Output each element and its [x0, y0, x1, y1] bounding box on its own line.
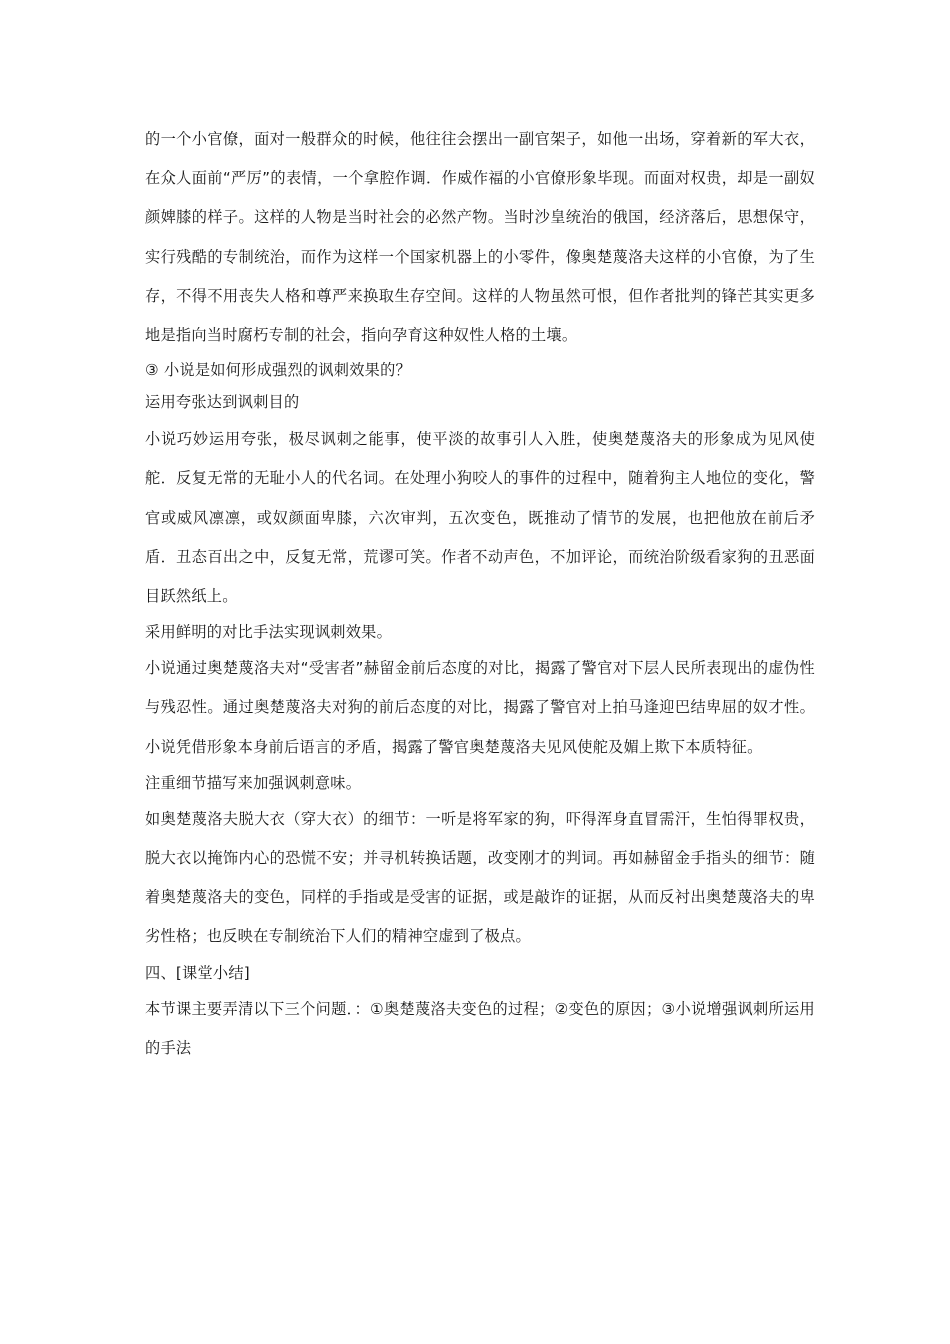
- subheading-details: 注重细节描写来加强讽刺意味。: [145, 773, 362, 792]
- subheading-exaggeration: 运用夸张达到讽刺目的: [145, 393, 300, 412]
- question-heading: ③ 小说是如何形成强烈的讽刺效果的？: [145, 361, 411, 380]
- paragraph-character-analysis: 的一个小官僚，面对一般群众的时候，他往往会摆出一副官架子，如他一出场，穿着新的军大衣，在众人面前“严厉”的表情，一个拿腔作调．作威作福的小官僚形象毕现。而面对权贵，却是一副奴颜婢膝的样子。这样的人物是当时社会的必然产物。当时沙皇统治的俄国，经济落后，思想保守，实行残酷的专制统治，而作为这样一个国家机器上的小零件，像奥楚蔑洛夫这样的小官僚，为了生存，不得不用丧失人格和尊严来换取生存空间。这样的人物虽然可恨，但作者批判的锋芒其实更多地是指向当时腐朽专制的社会，指向孕育这种奴性人格的土壤。: [145, 130, 815, 345]
- paragraph-exaggeration: 小说巧妙运用夸张，极尽讽刺之能事，使平淡的故事引人入胜，使奥楚蔑洛夫的形象成为见风使舵．反复无常的无耻小人的代名词。在处理小狗咬人的事件的过程中，随着狗主人地位的变化，警官或威风凛凛，或奴颜面卑膝，六次审判，五次变色，既推动了情节的发展，也把他放在前后矛盾．丑态百出之中，反复无常，荒谬可笑。作者不动声色，不加评论，而统治阶级看家狗的丑恶面目跃然纸上。: [145, 430, 815, 606]
- document-body: [145, 120, 815, 1068]
- section-heading-summary: 四、[课堂小结]: [145, 963, 250, 982]
- subheading-contrast: 采用鲜明的对比手法实现讽刺效果。: [145, 623, 392, 642]
- paragraph-details: 如奥楚蔑洛夫脱大衣（穿大衣）的细节：一听是将军家的狗，吓得浑身直冒需汗，生怕得罪权贵，脱大衣以掩饰内心的恐慌不安；并寻机转换话题，改变刚才的判词。再如赫留金手指头的细节：随着奥楚蔑洛夫的变色，同样的手指或是受害的证据，或是敲诈的证据，从而反衬出奥楚蔑洛夫的卑劣性格；也反映在专制统治下人们的精神空虚到了极点。: [145, 809, 815, 946]
- paragraph-contrast: 小说通过奥楚蔑洛夫对“受害者”赫留金前后态度的对比，揭露了警官对下层人民所表现出的虚伪性与残忍性。通过奥楚蔑洛夫对狗的前后态度的对比，揭露了警官对上拍马逢迎巴结卑屈的奴才性。小说凭借形象本身前后语言的矛盾，揭露了警官奥楚蔑洛夫见风使舵及媚上欺下本质特征。: [145, 659, 815, 756]
- paragraph-summary: 本节课主要弄清以下三个问题．：①奥楚蔑洛夫变色的过程；②变色的原因；③小说增强讽刺所运用的手法: [145, 999, 815, 1057]
